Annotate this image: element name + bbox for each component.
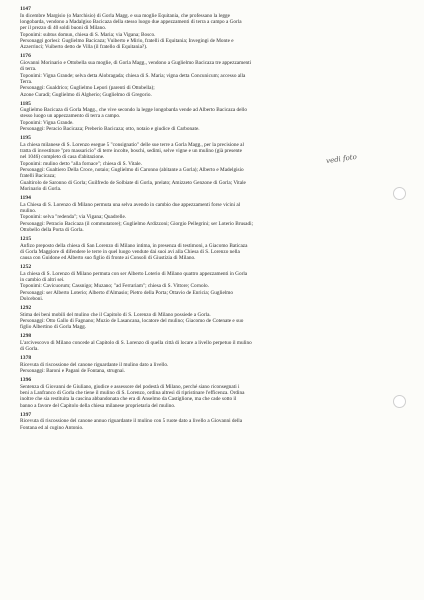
entry-text-line: Fontana ed al cugino Antonio. [20, 424, 84, 431]
entry-text-line: Personaggi: Otto Gallo di Fagnano; Muzio de Lasancana, locatore del mulino; Giacomo de Cotenate e suo [20, 317, 244, 324]
entry-year: 1194 [20, 195, 31, 201]
entry-text-line: Toponimi: subtus domun, chiesa di S. Maria; via Vigana; Bosco. [20, 31, 156, 38]
entry-text-line: Gualtirolo de Saronno di Gorla; Guilfredo de Solbiate di Gorla, prelato; Amizzeto Genzone di Gorla; Vitale [20, 179, 246, 186]
entry-text-line: Ottobello della Porta di Gorla. [20, 226, 84, 233]
entry-text-line: Personaggi: Peracio Bacicaza; Preberio Bacicaza; otto, notaio e giudice di Carbonate. [20, 126, 200, 133]
entry-text-line: La Chiesa di S. Lorenzo di Milano permuta una selva avendo in cambio due appezzamenti forse vicini al [20, 201, 241, 208]
entry-year: 1215 [20, 235, 32, 242]
entry-text-line: longobarda, vendono a Madalgiso Bacicaza della stesso luogo due appezzamenti di terra a campo a Gorla [20, 18, 242, 25]
punch-hole-top [393, 187, 406, 200]
entry-year: 1185 [20, 100, 31, 107]
entry-text-line: tratta di investiture "pro massaricio" di terre incolte, boschi, sedimi, selve vigne e un mulino (già presente [20, 148, 242, 154]
entry-text-line: Ricevuta di riscossione del canone annuo riguardante il mulino con 5 ruote dato a livello a Giovanni della [20, 418, 243, 425]
entry-text-line: La chiesa milanese di S. Lorenzo esegue 5 "consignatio" delle sue terre a Gorla Magg., per la precisione al [20, 141, 244, 148]
entry-year: 1397 [20, 411, 32, 418]
entry-text-line: Personaggi: ser Alberto Loterio; Alberto d'Almasio; Pietro della Porta; Ottavio de Enricia; Guglielmo [20, 289, 233, 296]
chronicle-entry [20, 264, 382, 302]
entry-text-line: beni a Lanfranco di Gorla che tiene il mulino di S. Lorenzo, ordina altresì di ripristinare l'efficenza. Ordina [20, 389, 245, 396]
entry-text-line: Personaggi: Petracio Bacicaza (il commutatore); Guglielmo Ardizzoni; Giorgio Pellegrini; ser Loterio Brusadi; [20, 220, 254, 227]
entry-text-line: Terra. [20, 78, 33, 85]
entry-text-line: figlio Albertino di Gorla Magg. [20, 324, 87, 331]
chronicle-entry [20, 305, 382, 331]
entry-text-line: causa con Guidone ed Alberto suo figlio di fronte ai Consoli di Giustizia di Milano. [20, 255, 196, 262]
entry-text-line: di Gorla. [20, 346, 39, 353]
entry-text-line: nel 1046) completo di casa d'abitazione. [20, 154, 105, 161]
entry-text-line: in cambio di altri sei. [20, 277, 65, 284]
entry-text-line: fratelli Bacicaza; [20, 173, 56, 180]
entry-text-line: La chiesa di S. Lorenzo di Milano permuta con ser Alberto Loterio di Milano quattro appezzamenti in Gorla [20, 270, 248, 277]
chronicle-entry [20, 101, 382, 133]
entry-year: 1252 [20, 264, 32, 271]
chronicle-entry [20, 53, 382, 98]
entry-text-line: per il prezzo di 40 soldi buoni di Milano. [20, 25, 107, 32]
handwritten-margin-note: vedi foto [325, 152, 358, 166]
punch-hole-bottom [393, 395, 406, 408]
chronicle-entry [20, 236, 382, 262]
chronicle-entry [20, 355, 382, 374]
entry-text-line: Toponimi: selva "redenda"; via Vigana; Quadrelle. [20, 214, 127, 221]
entry-text-line: Anfizo preposto della chiesa di San Lorenzo di Milano intima, in presenza di testimoni, a Giacomo Baticaza [20, 242, 248, 249]
entry-year: 1396 [20, 377, 32, 383]
chronicle-entry [20, 135, 382, 192]
chronicle-entry [20, 377, 382, 409]
entry-year: 1147 [20, 6, 31, 12]
entry-text-line: Personaggi: Baroni e Pagani de Fontana, strugnai. [20, 368, 125, 375]
entry-text-line: Toponimi: Vigna Grande; selva detta Alobragada; chiesa di S. Maria; vigna detta Concunicum; accesso alla [20, 72, 246, 79]
entry-year: 1292 [20, 305, 32, 312]
entry-text-line: Azzerrinci; Vuiberto detto de Villa (il fratello di Equitania?). [20, 44, 148, 51]
entry-text-line: In dicembre Margisio (o Marchisio) di Gorla Magg. e sua moglie Equitania, che professano la legge [20, 12, 230, 19]
entry-text-line: Personaggi: Gualtiero Della Croce, notaio; Guglielmo di Caronno (abitante a Gorla); Alberto e Madelgisio [20, 167, 244, 174]
entry-text-line: Dolceboni. [20, 296, 44, 303]
entry-year: 1298 [20, 333, 32, 340]
entry-text-line: Personaggi gorlesi: Guglielmo Bacicaza; Vuiberto e Mirio, fratelli di Equitania; Invegingi de Monte e [20, 37, 234, 44]
entry-text-line: Giovanni Morinario e Ottobella sua moglie, di Gorla Magg., vendono a Guglielmo Bacicaza tre appezzamenti [20, 59, 252, 66]
entry-text-line: banno a favore del Capitolo della chiesa milanese proprietaria del mulino. [20, 402, 176, 409]
chronicle-entry [20, 195, 382, 233]
entry-year: 1195 [20, 135, 31, 142]
chronicle-entry [20, 333, 382, 352]
entry-text-line: L'arcivescovo di Milano concede al Capitolo di S. Lorenzo di quella città di locare a livello perpetuo il mulino [20, 339, 252, 346]
entry-year: 1176 [20, 53, 31, 60]
entry-text-line: di terra. [20, 66, 37, 73]
entry-text-line: Ricevuta di riscossione del canone riguardante il mulino dato a livello. [20, 361, 169, 368]
entry-text-line: Toponimi: mulino detto "alla fornace"; chiesa di S. Vitale. [20, 160, 142, 167]
entry-text-line: Toponimi: Cavicuorum; Cassnigo; Muzano; "ad Ferrariam"; chiesa di S. Vittore; Cornolo. [20, 283, 209, 290]
entry-text-line: Personaggi: Gualdrico; Guglielmo Lepori (parenti di Ottobella); [20, 85, 155, 92]
entry-text-line: Sentenza di Giovanni de Giuliano, giudice e assessore del podestà di Milano, perché siano riconsegnati i [20, 383, 240, 390]
document-body [20, 6, 382, 433]
entry-text-line: Guglielmo Bacicaza di Gorla Magg., che vive secondo la legge longobarda vende ad Alberto Bacicaza dello [20, 107, 247, 114]
entry-text-line: stesso luogo un appezzamento di terra a campo. [20, 113, 121, 120]
entry-text-line: Azone Curadi; Guglielmo di Algherio; Guglielmo di Gregorio. [20, 91, 152, 98]
entry-text-line: Toponimi: Vigna Grande. [20, 119, 74, 126]
entry-text-line: Morinario di Gorla. [20, 186, 62, 193]
chronicle-entry [20, 6, 382, 51]
entry-text-line: Stima dei beni mobili del mulino che il Capitolo di S. Lorenzo di Milano possiede a Gorla. [20, 311, 211, 318]
entry-text-line: inoltre che sia restituita la cascina abbandonata che era di Anselmo da Castiglione, ma che cade sotto il [20, 396, 237, 403]
entry-text-line: mulino. [20, 207, 37, 214]
entry-text-line: di Gorla Maggiore di difendere le terre in quel luogo vendute dai suoi avi alla Chiesa di S. Lorenzo nella [20, 248, 240, 255]
chronicle-entry [20, 412, 382, 431]
entry-year: 1378 [20, 355, 32, 362]
